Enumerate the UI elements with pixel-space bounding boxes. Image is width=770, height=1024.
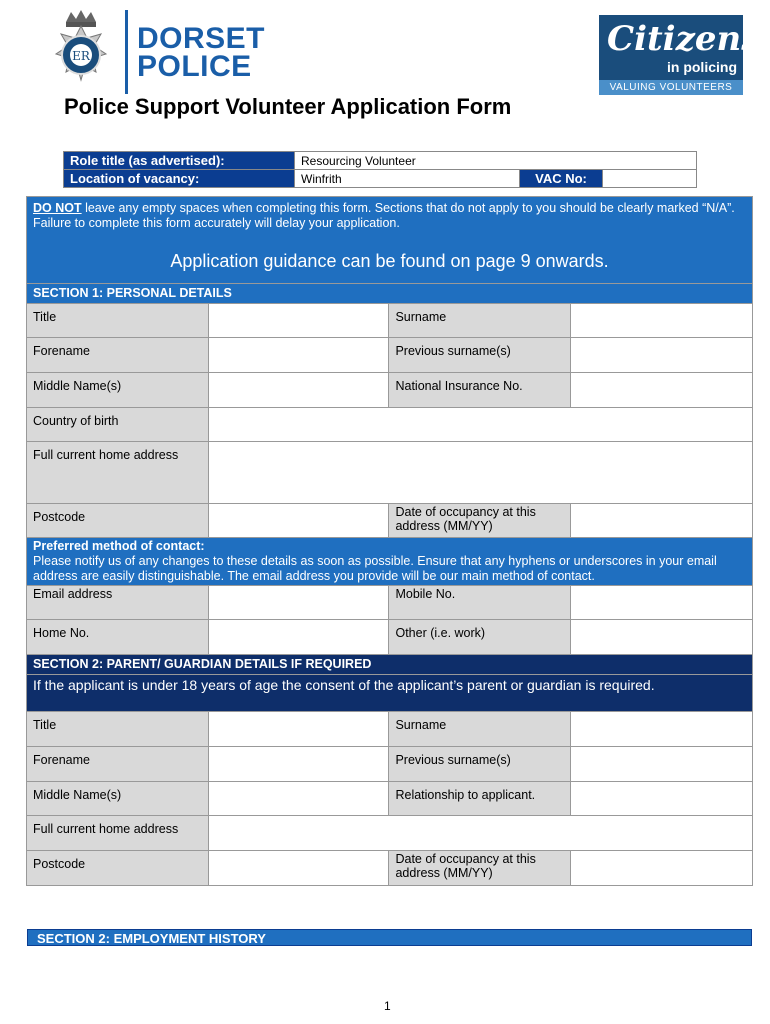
country-of-birth-field[interactable] xyxy=(208,408,752,442)
ni-number-field[interactable] xyxy=(571,373,753,408)
employment-history-heading: SECTION 2: EMPLOYMENT HISTORY xyxy=(27,929,752,946)
ni-number-label: National Insurance No. xyxy=(389,373,571,408)
application-form xyxy=(26,196,753,886)
guardian-middle-name-field[interactable] xyxy=(208,782,389,816)
citizens-in-policing-logo: Citizens in policing VALUING VOLUNTEERS xyxy=(599,15,743,95)
forename-label: Forename xyxy=(27,338,209,373)
other-phone-field[interactable] xyxy=(571,620,753,655)
home-address-field[interactable] xyxy=(208,442,752,504)
guardian-address-label: Full current home address xyxy=(27,816,209,851)
guardian-postcode-label: Postcode xyxy=(27,851,209,886)
home-address-label: Full current home address xyxy=(27,442,209,504)
forename-field[interactable] xyxy=(208,338,389,373)
role-title-field[interactable]: Resourcing Volunteer xyxy=(295,152,697,170)
guardian-forename-field[interactable] xyxy=(208,747,389,782)
email-label: Email address xyxy=(27,586,209,620)
brand-line-1: DORSET xyxy=(137,22,266,55)
mobile-label: Mobile No. xyxy=(389,586,571,620)
surname-label: Surname xyxy=(389,304,571,338)
guardian-address-field[interactable] xyxy=(208,816,752,851)
contact-notice: Preferred method of contact: Please notify us of any changes to these details as soon as possible. Ensure that any hyphens or underscores in your email address are easily distinguishable. The email address you provide will be our main method of contact. xyxy=(27,538,753,586)
middle-name-field[interactable] xyxy=(208,373,389,408)
header-divider xyxy=(125,10,128,94)
svg-text:ER: ER xyxy=(72,49,90,63)
guardian-consent-note: If the applicant is under 18 years of age the consent of the applicant’s parent or guardian is required. xyxy=(27,675,753,712)
guardian-middle-name-label: Middle Name(s) xyxy=(27,782,209,816)
guardian-forename-label: Forename xyxy=(27,747,209,782)
guardian-title-label: Title xyxy=(27,712,209,747)
postcode-field[interactable] xyxy=(208,504,389,538)
guardian-surname-field[interactable] xyxy=(571,712,753,747)
country-of-birth-label: Country of birth xyxy=(27,408,209,442)
page-number: 1 xyxy=(384,999,391,1013)
page-title: Police Support Volunteer Application Form xyxy=(64,94,512,119)
vac-no-label: VAC No: xyxy=(520,170,603,188)
title-field[interactable] xyxy=(208,304,389,338)
dorset-police-crest xyxy=(44,8,118,90)
guardian-postcode-field[interactable] xyxy=(208,851,389,886)
section-2-heading: SECTION 2: PARENT/ GUARDIAN DETAILS IF REQUIRED xyxy=(27,655,753,675)
previous-surname-field[interactable] xyxy=(571,338,753,373)
guardian-occupancy-label: Date of occupancy at this address (MM/YY) xyxy=(389,851,571,886)
vac-no-field[interactable] xyxy=(603,170,697,188)
role-title-label: Role title (as advertised): xyxy=(64,152,295,170)
home-phone-label: Home No. xyxy=(27,620,209,655)
email-field[interactable] xyxy=(208,586,389,620)
role-table xyxy=(63,151,697,188)
guardian-surname-label: Surname xyxy=(389,712,571,747)
location-label: Location of vacancy: xyxy=(64,170,295,188)
middle-name-label: Middle Name(s) xyxy=(27,373,209,408)
title-label: Title xyxy=(27,304,209,338)
location-field[interactable]: Winfrith xyxy=(295,170,520,188)
home-phone-field[interactable] xyxy=(208,620,389,655)
other-phone-label: Other (i.e. work) xyxy=(389,620,571,655)
guardian-previous-surname-field[interactable] xyxy=(571,747,753,782)
guardian-occupancy-field[interactable] xyxy=(571,851,753,886)
relationship-label: Relationship to applicant. xyxy=(389,782,571,816)
occupancy-date-label: Date of occupancy at this address (MM/YY) xyxy=(389,504,571,538)
brand-line-2: POLICE xyxy=(137,50,252,83)
instructions-notice: DO NOT leave any empty spaces when completing this form. Sections that do not apply to you should be clearly marked “N/A”. Failure to complete this form accurately will delay your application. Application guidance can be found on page 9 onwards. xyxy=(27,197,753,284)
guidance-note: Application guidance can be found on page 9 onwards. xyxy=(170,251,609,271)
relationship-field[interactable] xyxy=(571,782,753,816)
section-1-heading: SECTION 1: PERSONAL DETAILS xyxy=(27,284,753,304)
previous-surname-label: Previous surname(s) xyxy=(389,338,571,373)
occupancy-date-field[interactable] xyxy=(571,504,753,538)
postcode-label: Postcode xyxy=(27,504,209,538)
guardian-previous-surname-label: Previous surname(s) xyxy=(389,747,571,782)
mobile-field[interactable] xyxy=(571,586,753,620)
guardian-title-field[interactable] xyxy=(208,712,389,747)
surname-field[interactable] xyxy=(571,304,753,338)
